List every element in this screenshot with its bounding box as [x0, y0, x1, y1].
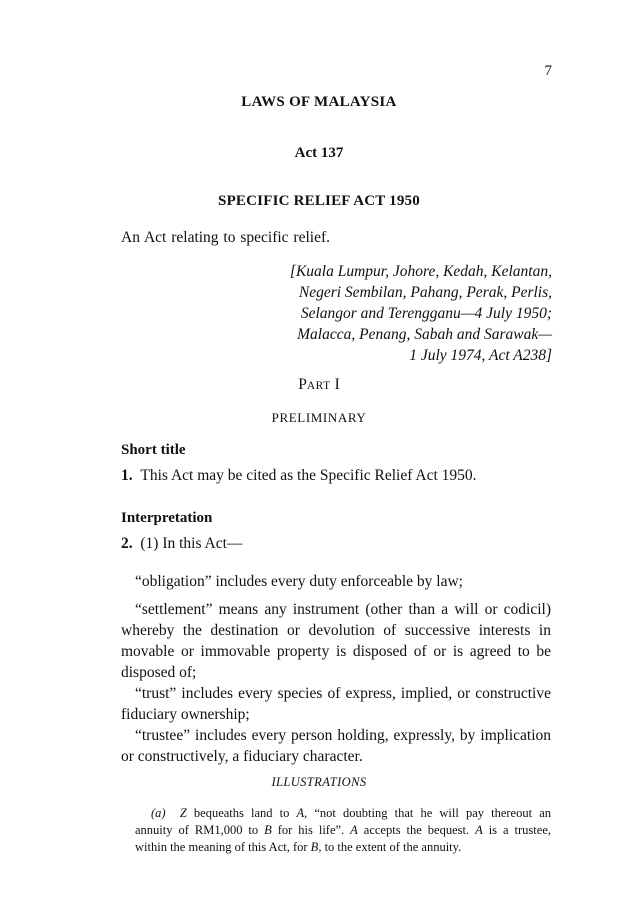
side-note-short-title: Short title — [121, 442, 186, 458]
illustrations-heading: ILLUSTRATIONS — [271, 775, 367, 789]
act-title: SPECIFIC RELIEF ACT 1950 — [218, 193, 420, 209]
definition-line: disposed of; — [121, 664, 197, 681]
side-note-interpretation: Interpretation — [121, 510, 213, 526]
definition-line: “obligation” includes every duty enforceable by law; — [135, 573, 463, 590]
definition-line: fiduciary ownership; — [121, 706, 250, 723]
illustration-text: , to the extent of the annuity. — [318, 840, 462, 854]
part-label-first: P — [298, 376, 307, 393]
section-number: 1. — [121, 467, 133, 484]
illustration-text: bequeaths land to — [186, 806, 297, 820]
illustration-text: within the meaning of this Act, for — [135, 840, 311, 854]
definition-obligation — [121, 571, 551, 592]
section-2 — [121, 535, 242, 553]
section-1 — [121, 467, 477, 485]
part-label-rest: ART — [306, 380, 331, 392]
illustration-text: for his life”. — [271, 823, 351, 837]
illustration-line — [135, 805, 551, 822]
definition-line: or constructively, a fiduciary character. — [121, 748, 363, 765]
illustration-a — [135, 805, 551, 856]
section-number: 2. — [121, 535, 133, 552]
definition-line: “trustee” includes every person holding, expressly, by implication — [135, 727, 551, 744]
illustration-text: , “not doubting that he will pay thereout an — [304, 806, 551, 820]
name-ref: A — [350, 823, 358, 837]
act-number: Act 137 — [294, 145, 344, 161]
part-title: PRELIMINARY — [271, 410, 367, 425]
definition-trustee — [121, 725, 551, 767]
laws-heading: LAWS OF MALAYSIA — [241, 94, 397, 110]
illustration-text: annuity of RM1,000 to — [135, 823, 265, 837]
definition-line: movable or immovable property is disposed of or is agreed to be — [121, 643, 551, 660]
commencement-line: [Kuala Lumpur, Johore, Kedah, Kelantan, — [289, 263, 552, 280]
section-text: (1) In this Act— — [140, 535, 243, 552]
commencement-dates — [290, 261, 552, 366]
definition-line: whereby the destination or devolution of successive interests in — [121, 622, 551, 639]
commencement-line: 1 July 1974, Act A238] — [409, 347, 552, 364]
commencement-line: Negeri Sembilan, Pahang, Perak, Perlis, — [298, 284, 552, 301]
name-ref: A — [296, 806, 305, 820]
part-numeral: I — [334, 376, 340, 393]
commencement-line: Malacca, Penang, Sabah and Sarawak— — [297, 326, 552, 343]
part-heading — [0, 376, 638, 394]
illustration-label: (a) — [151, 806, 166, 820]
long-title: An Act relating to specific relief. — [121, 229, 331, 246]
definition-line: “trust” includes every species of express, implied, or constructive — [135, 685, 551, 702]
name-ref: Z — [179, 806, 187, 820]
illustration-line — [135, 822, 551, 839]
page-number: 7 — [544, 63, 552, 79]
illustration-text: accepts the bequest. — [357, 823, 476, 837]
section-text: This Act may be cited as the Specific Relief Act 1950. — [140, 467, 477, 484]
name-ref: B — [310, 840, 319, 854]
name-ref: A — [475, 823, 483, 837]
definition-settlement — [121, 599, 551, 683]
illustration-text: is a trustee, — [482, 823, 551, 837]
definition-trust — [121, 683, 551, 725]
definition-line: “settlement” means any instrument (other than a will or codicil) — [135, 601, 551, 618]
illustration-line — [135, 839, 551, 856]
commencement-line: Selangor and Terengganu—4 July 1950; — [300, 305, 552, 322]
name-ref: B — [264, 823, 272, 837]
